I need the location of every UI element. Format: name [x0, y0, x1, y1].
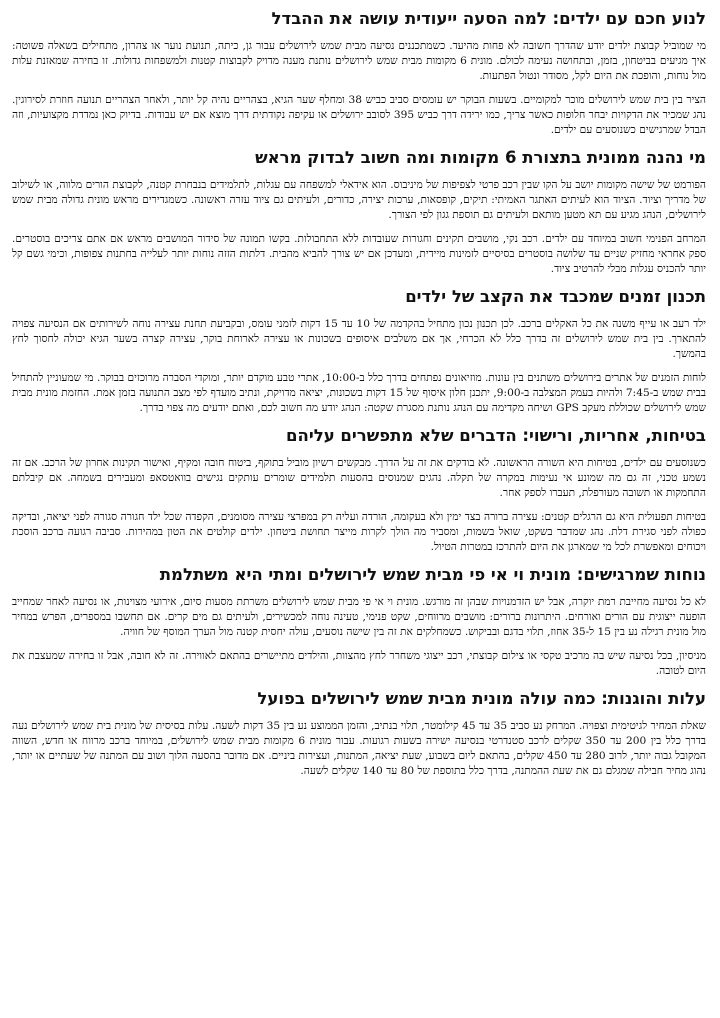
paragraph: המרחב הפנימי חשוב במיוחד עם ילדים. רכב נקי, מושבים תקינים וחגורות שעובדות ללא התחבולות. בקשו תמונה של סידור המושבים מראש אם אתם צריכים בוסטרים. ספק אחראי מחזיק שניים עד שלושה בוסטרים בסיסיים לזמינות מיידית, ומעדכן אם יש צורך להביא מהבית. דלתות הזזה נוחות יותר לעלייה בחתנות צפופות, וכימי גשם קל יותר להכניס עגלות מבלי להרטיב ציוד.: [12, 233, 706, 275]
paragraph: כשנוסעים עם ילדים, בטיחות היא השורה הראשונה. לא בודקים את זה על הדרך. מבקשים רשיון מוביל בתוקף, ביטוח חובה ומקיף, ואישור תקינות אחרון של הרכב. אם זה נשמע טכני, זה גם מה שמונע אי נעימות במקרה של תקלה. נהגים שמנוסים בהסעות תלמידים שומרים עותקים נגישים בוואטסאפ ומעבירים בשמחה. אם קיבלתם התחמקות או תשובה מעורפלת, תעברו לספק אחר.: [12, 457, 706, 499]
paragraph: לוחות הזמנים של אתרים בירושלים משתנים בין עונות. מוזיאונים נפתחים בדרך כלל ב-10:00, אתרי טבע מוקדם יותר, ומוקדי הסברה מרוכזים בבוקר. מי שמעוניין להתחיל בבית שמש ב-7:45 ולהיות בעמק המצלבה ב-9:00, יתכנן חלון איסוף של 15 דקות בשכונות, יציאה מדויקת, ונתיב מועדף לפי מצב התנועה בזמן אמת. החזמת מונית מבית שמש לירושלים שכוללת מעקב GPS ושיחה מקדימה עם הנהג נותנת מסגרת שקטה: הנהג יודע מה חשוב לכם, ואתם יודעים מה צפוי בדרך.: [12, 372, 707, 414]
section-title: בטיחות, אחריות, ורישוי: הדברים שלא מתפשרים עליהם: [286, 426, 706, 445]
section-title: מי נהנה ממונית בתצורת 6 מקומות ומה חשוב לבדוק מראש: [255, 148, 706, 167]
paragraph: הפורמט של שישה מקומות יושב על הקו שבין רכב פרטי לצפיפות של מיניבוס. הוא אידאלי למשפחה עם עגלות, לתלמידים בנבחרת קטנה, לקבוצת הורים מלווה, או לשילוב של מדריך וציוד. הציוד הוא לעיתים האתגר האמיתי: תיקים, קופסאות, ערכות יצירה, כדורים, ולעיתים גם ציוד עזרה ראשונה. כשמגדירים מראש מונית גדולה מבית שמש לירושלים, הנהג מגיע עם תא מטען מותאם ולעיתים גם תוספת גגון לפי הצורך.: [12, 179, 706, 221]
section-kids-transport: [12, 8, 706, 138]
section-vip-taxi: [12, 564, 706, 679]
section-title: נוחות שמרגישים: מונית וי אי פי מבית שמש לירושלים ומתי היא משתלמת: [159, 565, 706, 584]
section-time-planning: [12, 286, 706, 416]
section-title: לנוע חכם עם ילדים: למה הסעה ייעודית עושה את ההבדל: [271, 9, 706, 28]
paragraph: ילד רעב או עייף משנה את כל האקלים ברכב. לכן תכנון נכון מתחיל בהקדמה של 10 עד 15 דקות לזמני עומס, ובקביעת תחנת עצירה נוחה לשירותים אם הנסיעה צפויה להתארך. בין בית שמש לירושלים זה בדרך כלל לא הכרחי, אך אם משלבים איסופים בשכונות או עצירה לארוחת בוקר, עצירה קצרה בשער הגיא יכולה לחסוך לחץ בהמשך.: [12, 318, 707, 360]
paragraph: לא כל נסיעה מחייבת רמת יוקרה, אבל יש הזדמנויות שבהן זה מורגש. מונית וי אי פי מבית שמש לירושלים משרתת מסעות סיום, אירועי מצוינות, או נסיעה לאחר שמחייב הופעה ייצוגית עם הורים ואורחים. היתרונות ברורים: מושבים מרווחים, שקט פנימי, טעינה נוחה למכשירים, ולעיתים גם מים קרים. אם תחשבו במספרים, הפרש במחיר מול מונית רגילה נע בין 15 ל-35 אחוז, תלוי בדגם ובביקוש. כשמחלקים את זה בין שישה נוסעים, עולה יחסית קטנה מול הערך המוסף של חוויה.: [12, 596, 706, 638]
section-cost: [12, 688, 706, 779]
paragraph: הציר בין בית שמש לירושלים מוכר למקומיים. בשעות הבוקר יש עומסים סביב כביש 38 ומחלף שער הגיא, בצהריים נהיה קל יותר, ולאחר הצהריים תנועה חוזרת לסירוגין. נהג שמכיר את הדקויות יבחר חלופות כאשר צריך, כמו ירידה דרך כביש 395 לסובב ירושלים או עקיפה נקודתית דרך מוצא אם יש עבודות. בדיוק כאן נמדדת מקצועיות, וזה הבדל שמרגישים כשנוסעים עם ילדים.: [12, 94, 706, 136]
paragraph: מניסיון, בכל נסיעה שיש בה מרכיב טקסי או צילום קבוצתי, רכב ייצוגי משחרר לחץ מהצוות, והילדים מתיישרים בהתאם לאווירה. זה לא חובה, אבל זו בחירה שמעצבת את היום לטובה.: [12, 650, 706, 677]
section-title: עלות והוגנות: כמה עולה מונית מבית שמש לירושלים בפועל: [257, 689, 706, 708]
paragraph: בטיחות תפעולית היא גם הרגלים קטנים: עצירה ברורה בצד ימין ולא בעקומה, הורדה ועליה רק במפרצי עצירה מסומנים, הקפדה שכל ילד חגורה סגורה לפני יציאה, ובדיקה כפולה לפני סגירת דלת. נהג שמדבר בשקט, שואל בשמות, ומסביר מה הולך לקרות מייצר תחושת ביטחון. ילדים קולטים את הטון במהירות. סביבה רגועה ברכב הוסכת ויכוחים ומאפשרת לכל מי שמארגן את היום להתרכז במטרות הטיול.: [12, 511, 706, 553]
paragraph: מי שמוביל קבוצת ילדים יודע שהדרך חשובה לא פחות מהיעד. כשמתכננים נסיעה מבית שמש לירושלים עבור גן, כיתה, תנועת נוער או צהרון, מתחילים בשאלה פשוטה: איך מגיעים בביטחון, בזמן, ובתחושה נעימה לכולם. מונית 6 מקומות מבית שמש לירושלים נותנת מענה מדויק לקבוצות קטנות ולמשפחות גדולות. זו בחירה שמאזנת עלות מול נוחות, והופכת את היום לקל, מסודר ונטול הפתעות.: [12, 40, 707, 82]
section-six-seat-taxi: [12, 147, 706, 277]
section-safety: [12, 425, 706, 555]
paragraph: שאלת המחיר לגיטימית וצפויה. המרחק נע סביב 35 עד 45 קילומטר, תלוי בנתיב, והזמן הממוצע נע בין 35 דקות לשעה. עלות בסיסית של מונית בית שמש לירושלים נעה בדרך כלל בין 200 עד 350 שקלים לרכב סטנדרטי בנסיעה ישירה בשעות רגועות. עבור מונית 6 מקומות מבית שמש לירושלים, במיוחד ברכב מרווח או חדש, השווה המקובל גבוה יותר, לרוב 280 עד 450 שקלים, בהתאם ליום בשבוע, שעת יציאה, המתנות, ועצירות ביניים. אם מדובר בהסעה הלוך ושוב עם המתנה של שעתיים או יותר, נהוג מחיר חבילה שמגלם גם את שעת ההמתנה, בדרך כלל בתוספת של 80 עד 140 שקלים לשעה.: [12, 720, 707, 777]
section-title: תכנון זמנים שמכבד את הקצב של ילדים: [405, 287, 706, 306]
